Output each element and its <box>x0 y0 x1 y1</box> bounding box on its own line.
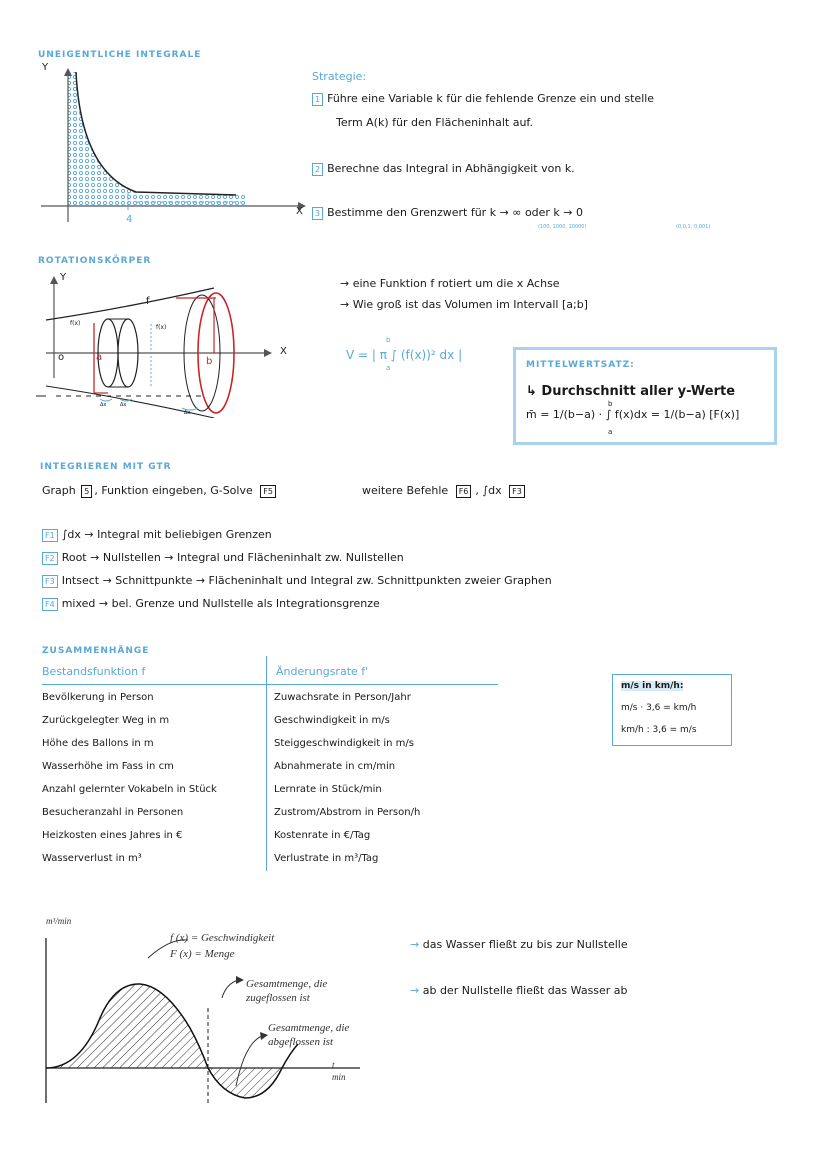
mittelwertsatz-box <box>513 347 777 445</box>
mittelwert-formula: m̄ = 1/(b−a) · ∫ f(x)dx = 1/(b−a) [F(x)] <box>526 408 740 421</box>
rotation-desc-2: → Wie groß ist das Volumen im Intervall [a;b] <box>340 298 588 311</box>
section-heading-rotation: ROTATIONSKÖRPER <box>38 256 152 266</box>
volume-upper-limit: b <box>386 336 391 344</box>
gtr-line-1: Graph 5 , Funktion eingeben, G-Solve F5 <box>42 484 280 498</box>
units-line-1: m/s · 3,6 = km/h <box>621 703 697 713</box>
step-number-3: 3 <box>312 207 323 220</box>
section-heading-zusammenhaenge: ZUSAMMENHÄNGE <box>42 646 150 656</box>
table-row: Besucheranzahl in Personen Zustrom/Abstrom in Person/h <box>42 807 421 818</box>
table-row: Wasserhöhe im Fass in cm Abnahmerate in cm/min <box>42 761 396 772</box>
section-heading-gtr: INTEGRIEREN MIT GTR <box>40 462 172 472</box>
shaded-area <box>68 72 246 206</box>
gtr-item-f4: F4 mixed → bel. Grenze und Nullstelle als Integrationsgrenze <box>42 597 380 611</box>
annotation-zugeflossen-1: Gesamtmenge, die <box>246 978 328 990</box>
table-row: Wasserverlust in m³ Verlustrate in m³/Tag <box>42 853 379 864</box>
col-header-bestand: Bestandsfunktion f <box>42 665 146 678</box>
annotation-zugeflossen-2: zugeflossen ist <box>246 992 310 1004</box>
rotation-desc-1: → eine Funktion f rotiert um die x Achse <box>340 277 560 290</box>
flow-x-axis-min: min <box>332 1072 346 1082</box>
rotation-axis-y: Y <box>60 272 67 283</box>
rotation-axis-x: X <box>280 346 287 357</box>
rotation-body-sketch <box>36 268 296 418</box>
label-fx-1: f(x) <box>70 320 81 327</box>
axis-label-y: Y <box>42 62 49 73</box>
label-dx-1: Δx <box>100 402 107 408</box>
strategie-title: Strategie: <box>312 70 367 83</box>
table-row: Anzahl gelernter Vokabeln in Stück Lernrate in Stück/min <box>42 784 382 795</box>
section-heading-uneigentliche: UNEIGENTLICHE INTEGRALE <box>38 50 202 60</box>
strategy-step-3: 3 Bestimme den Grenzwert für k → ∞ oder k → 0 <box>312 206 583 220</box>
legend-f: f (x) = Geschwindigkeit <box>170 932 275 944</box>
step-number-1: 1 <box>312 93 323 106</box>
key-f6: F6 <box>456 485 472 498</box>
table-header-divider <box>42 684 498 685</box>
mittelwert-desc: ↳ Durchschnitt aller y-Werte <box>526 384 736 399</box>
improper-integral-sketch <box>36 62 306 232</box>
step3-note-zero: (0,0,1; 0,001) <box>676 224 711 230</box>
legend-F: F (x) = Menge <box>170 948 235 960</box>
flow-x-axis-t: t <box>332 1060 335 1070</box>
gtr-item-f1: F1 ∫dx → Integral mit beliebigen Grenzen <box>42 528 272 542</box>
step-number-2: 2 <box>312 163 323 176</box>
gtr-item-f2: F2 Root → Nullstellen → Integral und Flächeninhalt zw. Nullstellen <box>42 551 404 565</box>
unit-conversion-box <box>612 674 732 746</box>
strategy-step-1: 1 Führe eine Variable k für die fehlende Grenze ein und stelle <box>312 92 654 106</box>
label-dx-3: Δx <box>184 410 191 416</box>
table-row: Bevölkerung in Person Zuwachsrate in Person/Jahr <box>42 692 411 703</box>
gtr-line-2: weitere Befehle F6 , ∫dx F3 <box>362 484 529 498</box>
annotation-abgeflossen-2: abgeflossen ist <box>268 1036 334 1048</box>
table-row: Höhe des Ballons in m Steiggeschwindigkeit in m/s <box>42 738 414 749</box>
volume-lower-limit: a <box>386 364 391 372</box>
strategy-step-2: 2 Berechne das Integral in Abhängigkeit von k. <box>312 162 575 176</box>
label-b: b <box>206 356 213 367</box>
mittelwert-lower: a <box>608 428 613 436</box>
mittelwert-upper: b <box>608 400 613 408</box>
col-header-aenderung: Änderungsrate f' <box>276 665 369 678</box>
units-title: m/s in km/h: <box>621 681 684 691</box>
key-f5: F5 <box>260 485 276 498</box>
zusammenhaenge-table <box>42 686 420 870</box>
flow-y-axis-label: m³/min <box>46 916 72 926</box>
strategy-step-1-line2: Term A(k) für den Flächeninhalt auf. <box>336 116 533 129</box>
axis-label-x: X <box>296 206 303 217</box>
step3-note-infinity: (100, 1000, 10000) <box>538 224 587 230</box>
note-abfluss: → ab der Nullstelle fließt das Wasser ab <box>410 984 628 997</box>
units-line-2: km/h : 3,6 = m/s <box>621 725 697 735</box>
label-f: f <box>146 296 150 307</box>
label-fx-2: f(x) <box>156 324 167 331</box>
key-5: 5 <box>81 485 92 498</box>
key-f3: F3 <box>509 485 525 498</box>
note-zufluss: → das Wasser fließt zu bis zur Nullstelle <box>410 938 628 951</box>
gtr-item-f3: F3 Intsect → Schnittpunkte → Flächeninhalt und Integral zw. Schnittpunkten zweier Graphen <box>42 574 552 588</box>
table-row: Zurückgelegter Weg in m Geschwindigkeit in m/s <box>42 715 390 726</box>
table-row: Heizkosten eines Jahres in € Kostenrate in €/Tag <box>42 830 371 841</box>
volume-formula: V = | π ∫ (f(x))² dx | <box>346 348 463 362</box>
label-origin: o <box>58 352 65 363</box>
tick-label-4: 4 <box>126 214 133 225</box>
annotation-abgeflossen-1: Gesamtmenge, die <box>268 1022 350 1034</box>
label-dx-2: Δx <box>120 402 127 408</box>
mittelwert-title: MITTELWERTSATZ: <box>526 360 635 370</box>
label-a: a <box>96 352 103 363</box>
